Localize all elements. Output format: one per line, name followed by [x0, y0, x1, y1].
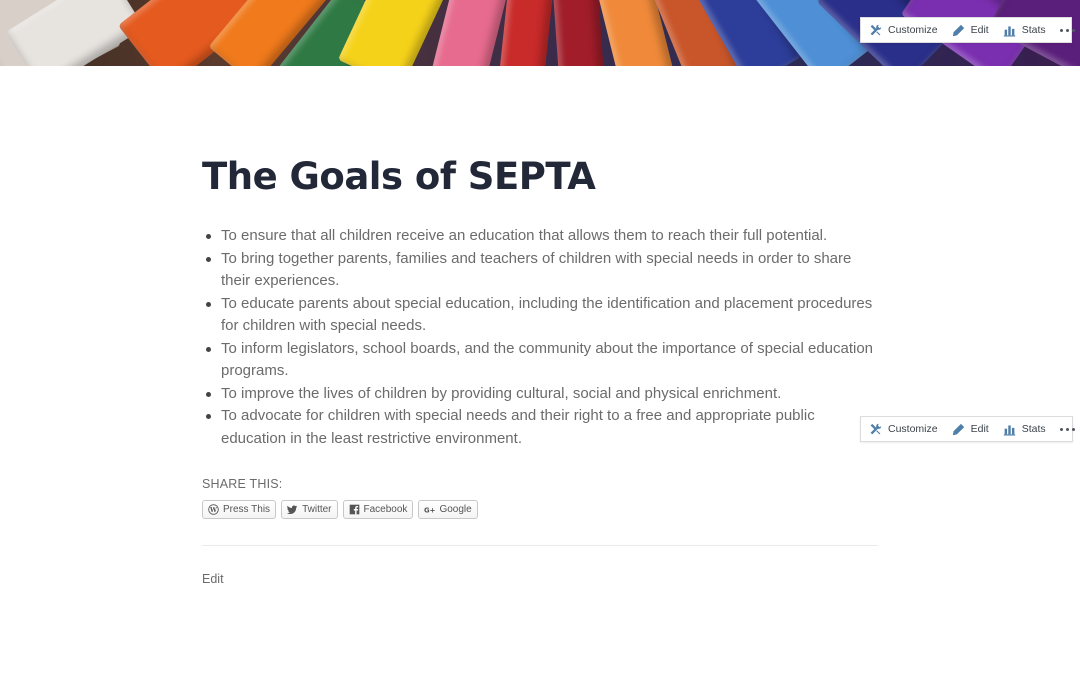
facebook-icon [349, 504, 360, 515]
svg-text:G+: G+ [424, 506, 436, 515]
share-google-label: Google [439, 504, 472, 515]
stats-label: Stats [1021, 423, 1046, 435]
post-edit-link[interactable]: Edit [202, 572, 224, 586]
goal-item: To ensure that all children receive an education that allows them to reach their full potential. [221, 225, 878, 248]
customize-button[interactable] [869, 24, 938, 37]
customize-label: Customize [888, 423, 938, 435]
bar-chart-icon [1003, 423, 1016, 436]
wordpress-icon [208, 504, 219, 515]
stats-button[interactable] [1003, 423, 1046, 436]
tools-icon [869, 423, 882, 436]
content-divider [202, 545, 878, 546]
goal-item: To advocate for children with special needs and their right to a free and appropriate public education in the least restrictive environment. [221, 405, 878, 450]
goal-item: To improve the lives of children by providing cultural, social and physical enrichment. [221, 383, 878, 406]
goals-list [202, 225, 878, 450]
edit-button[interactable] [952, 423, 989, 436]
more-options-ellipsis-icon[interactable] [1060, 428, 1075, 431]
pencil-icon [952, 24, 965, 37]
admin-toolbar-top [860, 17, 1072, 43]
bar-chart-icon [1003, 24, 1016, 37]
customize-label: Customize [888, 24, 938, 36]
share-twitter-label: Twitter [302, 504, 332, 515]
share-heading: SHARE THIS: [202, 477, 283, 491]
more-options-ellipsis-icon[interactable] [1060, 29, 1075, 32]
share-facebook-button[interactable] [343, 500, 414, 519]
share-google-button[interactable] [418, 500, 477, 519]
share-twitter-button[interactable] [281, 500, 337, 519]
share-press-this-button[interactable] [202, 500, 276, 519]
edit-label: Edit [970, 24, 989, 36]
pencil-icon [952, 423, 965, 436]
stats-button[interactable] [1003, 24, 1046, 37]
svg-text:W: W [210, 506, 217, 514]
stats-label: Stats [1021, 24, 1046, 36]
customize-button[interactable] [869, 423, 938, 436]
share-buttons [202, 500, 478, 519]
edit-button[interactable] [952, 24, 989, 37]
edit-label: Edit [970, 423, 989, 435]
tools-icon [869, 24, 882, 37]
goal-item: To bring together parents, families and teachers of children with special needs in order to share their experiences. [221, 248, 878, 293]
twitter-icon [287, 504, 298, 515]
share-facebook-label: Facebook [363, 504, 408, 515]
share-press-this-label: Press This [223, 504, 271, 515]
google-plus-icon [424, 504, 435, 515]
goal-item: To inform legislators, school boards, and the community about the importance of special education programs. [221, 338, 878, 383]
admin-toolbar-content [860, 416, 1073, 442]
goal-item: To educate parents about special education, including the identification and placement procedures for children with special needs. [221, 293, 878, 338]
page-title: The Goals of SEPTA [202, 155, 596, 198]
